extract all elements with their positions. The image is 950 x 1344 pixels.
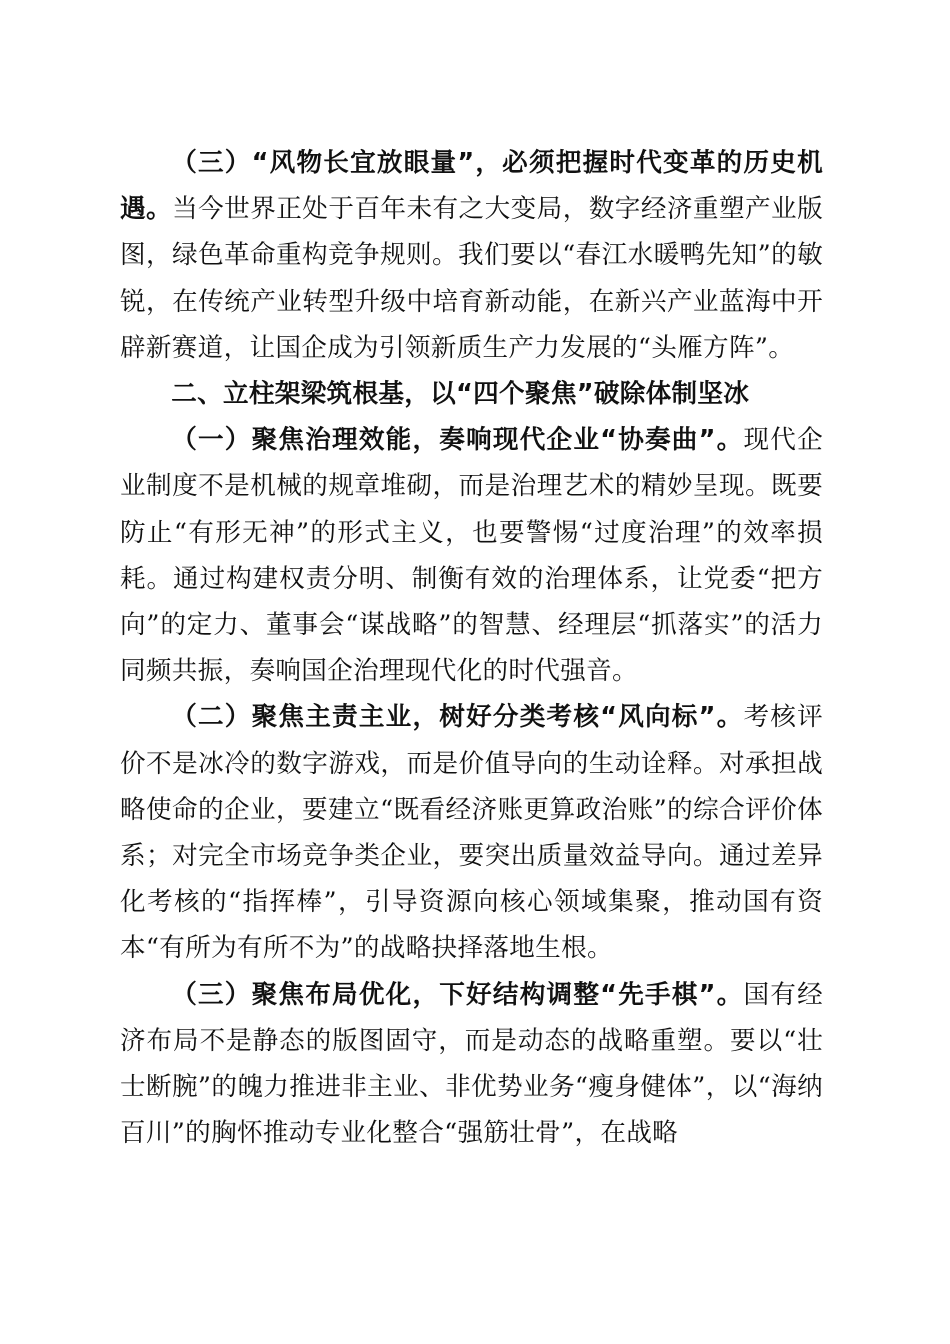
paragraph-body: 现代企业制度不是机械的规章堆砌，而是治理艺术的精妙呈现。既要防止“有形无神”的形式主义，也要警惕“过度治理”的效率损耗。通过构建权责分明、制衡有效的治理体系，让党委“把方向”的定力、董事会“谋战略”的智慧、经理层“抓落实”的活力同频共振，奏响国企治理现代化的时代强音。 (120, 425, 823, 687)
paragraph-lead: （三）“风物长宜放眼量”，必须把握时代变革的历史机遇。 (120, 148, 823, 225)
document-page (120, 140, 823, 1156)
paragraph-body: 考核评价不是冰冷的数字游戏，而是价值导向的生动诠释。对承担战略使命的企业，要建立“既看经济账更算政治账”的综合评价体系；对完全市场竞争类企业，要突出质量效益导向。通过差异化考核的“指挥棒”，引导资源向核心领域集聚，推动国有资本“有所为有所不为”的战略抉择落地生根。 (120, 702, 823, 964)
paragraph-body: 国有经济布局不是静态的版图固守，而是动态的战略重塑。要以“壮士断腕”的魄力推进非主业、非优势业务“瘦身健体”，以“海纳百川”的胸怀推动专业化整合“强筋壮骨”，在战略 (120, 979, 823, 1149)
paragraph-opportunity (120, 140, 823, 371)
paragraph-lead: （二）聚焦主责主业，树好分类考核“风向标”。 (171, 702, 744, 733)
paragraph-assessment (120, 694, 823, 971)
paragraph-governance (120, 417, 823, 694)
section-heading: 二、立柱架梁筑根基，以“四个聚焦”破除体制坚冰 (171, 379, 750, 410)
paragraph-layout (120, 972, 823, 1157)
paragraph-body: 当今世界正处于百年未有之大变局，数字经济重塑产业版图，绿色革命重构竞争规则。我们要以“春江水暖鸭先知”的敏锐，在传统产业转型升级中培育新动能，在新兴产业蓝海中开辟新赛道，让国企成为引领新质生产力发展的“头雁方阵”。 (120, 194, 823, 363)
paragraph-lead: （一）聚焦治理效能，奏响现代企业“协奏曲”。 (171, 425, 744, 456)
paragraph-lead: （三）聚焦布局优化，下好结构调整“先手棋”。 (171, 979, 744, 1010)
